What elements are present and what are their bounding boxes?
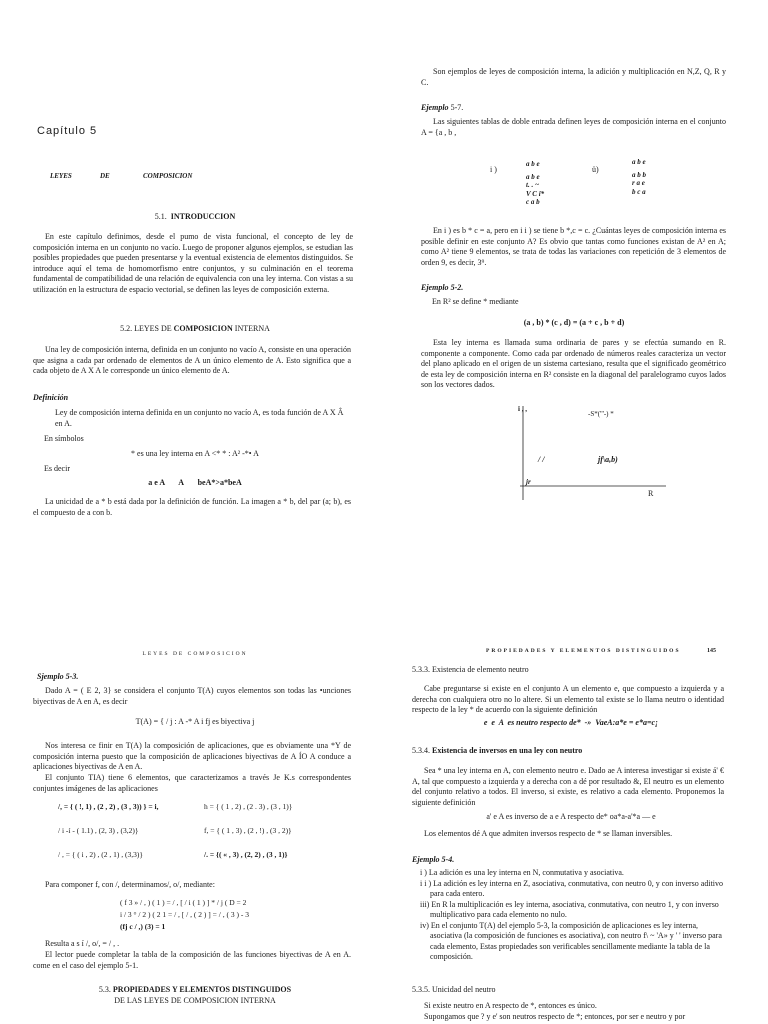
six-elements-paragraph: El conjunto TIA) tiene 6 elementos, que caracterizamos a través Je K.s correspondentes conjuntes imágenes de las aplicaciones [33,773,351,793]
intro-paragraph: En este capítulo definimos, desde el pumo de vista funcional, el concepto de ley de composición interna en un conjunto no vacío. Luego de proponer algunos ejemplos, se estudian las posibles propiedades que pueden presentarse y la eventual existencia de elementos distinguidos. Se introduce aquí el tema de homomorfismo entre conjuntos, y su culminación en el teorema fundamental de compatibilidad de una relación de equivalencia con una ley interna. Con vistas a su utilización en la estructura de espacio vectorial, se definen las leyes de composición externa. [33,232,353,294]
page-top-left: Capítulo 5 LEYES DE COMPOSICION 5.1. INTRODUCCION En este capítulo definimos, desde el pumo de vista funcional, el concepto de ley de composición interna en un conjunto no vacío. Luego de proponer algunos ejemplos, se estudian las posibles propiedades que pueden presentarse y la eventual existencia de elementos distinguidos. Se introduce aquí el tema de homomorfismo entre conjuntos, y su culminación en el teorema fundamental de compatibilidad de una relación de equivalencia con una ley interna. Con vistas a su utilización en la estructura de espacio vectorial, se definen las leyes de composición externa. 5.2. LEYES DE COMPOSICION INTERNA Una ley de composición interna, definida en un conjunto no vacío A, consiste en una operación que asigna a cada par ordenado de elementos de A un único elemento de A. Esto significa que a cada objeto de A X A le corresponde un único elemento de A. Definición Ley de composición interna definida en un conjunto no vacío A, es toda función de A X Â en A. En símbolos * es una ley interna en A <* * : A² -*• A Es decir a e A A beA*>a*beA La unicidad de a * b está dada por la definición de función. La imagen a * b, del par (a; b), es el compuesto de a con b. [30,0,360,520]
f-row-3-right: /. = {( « , 3) , (2, 2) , (3 , 1)} [204,850,288,859]
inverse-formula: a' e A es inverso de a e A respecto de* oa*a-a'*a — e [486,812,656,821]
figure-label-top-left: i , , [518,405,527,413]
composition-table-ii: a b e a b b r a e b c a [632,158,646,196]
section-5-3-5-title: 5.3.5. Unicidad del neutro [412,985,496,994]
running-header-left: LEYES DE COMPOSICION [142,651,248,657]
chapter-title: Capítulo 5 [37,125,98,137]
example-5-3-label: Sjemplo 5-3. [37,672,79,681]
example-5-2-text: En R² se define * mediante [432,297,519,306]
reader-paragraph: El lector puede completar la tabla de la composición de las funciones biyectivas de A en A. come en el caso del ejemplo 5-1. [33,950,351,970]
unique-neutral-paragraph: Si existe neutro en A respecto de *, entonces es único. [424,1001,597,1010]
composition-steps: ( f 3 » / , ) ( 1 ) = / , [ / i ( 1 ) ] * / j ( D = 2 i / 3 ° / 2 ) ( 2 1 = / , [ / , ( 2 ) ] = / , ( 3 ) - 3 (fj c / ,) (3) = 1 [120,898,249,931]
section-5-3-3-title: 5.3.3. Existencia de elemento neutro [412,665,529,674]
list-item: iv) En el conjunto T(A) del ejemplo 5-3, la composición de aplicaciones es ley interna, asociativa (la composición de funciones es asociativa), con neutro f\ ~ 'A» y ' ' inverso para cada elemento, Estas propiedades son verificables sencillamente mediante la tabla de la composición. [420,920,722,961]
f-row-2-right: f, = { ( 1 , 3) , (2 , !) , (3 , 2)} [204,826,292,835]
resulta-text: Resulta a s í /, o/, = / , . [45,939,120,948]
count-paragraph: En i ) es b * c = a, pero en i i ) se tiene b *,c = c. ¿Cuántas leyes de composición interna es posible definir en este conjunto A? Es obvio que tantas como funciones existan de A² en A; como A² tiene 9 elementos, se trata de todas las variaciones con repetición de 3 elementos de orden 9, es decir, 3⁹. [421,226,726,267]
unicidad-paragraph: La unicidad de a * b está dada por la definición de función. La imagen a * b, del par (a; b), es el compuesto de a con b. [33,497,351,517]
parallelogram-figure [488,400,668,500]
axes-svg [488,400,668,500]
running-header-right: PROPIEDADES Y ELEMENTOS DISTINGUIDOS [486,648,681,654]
example-5-7-label: Ejemplo 5-7. [421,103,464,112]
f-row-1-left: /, = { ( !, 1) , (2 , 2) , (3 , 3)) } = i, [58,802,159,811]
page-bottom-left [30,640,360,1024]
section-5-2-title: 5.2. LEYES DE COMPOSICION INTERNA [120,324,270,333]
page-number: 145 [707,648,716,654]
example-5-3-paragraph: Dado A = ( E 2, 3} se considera el conjunto T(A) cuyos elementos son todas las •unciones biyectivas de A en A, es decir [33,686,351,706]
symbol-formula: * es una ley interna en A <* * : A² -*• A [131,449,259,458]
neutral-paragraph: Cabe preguntarse si existe en el conjunto A un elemento e, que compuesto a izquierda y a derecha con cualquiera otro no lo altere. Si un elemento tal existe se lo llama neutro o identidad respecto de la ley * de acuerdo con la siguiente definición [412,684,724,714]
table-ii-label: ü) [592,165,599,174]
pair-sum-formula: (a , b) * (c , d) = (a + c , b + d) [523,318,625,327]
section-5-3-4-title: 5.3.4. Existencia de inversos en una ley con neutro [412,746,583,755]
section-5-3-title: 5.3. PROPIEDADES Y ELEMENTOS DISTINGUIDOS DE LAS LEYES DE COMPOSICION INTERNA [98,985,292,1005]
examples-paragraph: Son ejemplos de leyes de composición interna, la adición y multiplicación en N,Z, Q, R y C. [421,67,726,87]
pair-sum-paragraph: Esta ley interna es llamada suma ordinaria de pares y se efectúa sumando en R. componente a componente. Como cada par ordenado de números reales caracteriza un vector del plano aplicado en el origen de un sistema cartesiano, resulta que el significado geométrico de esta ley de composición interna en R² consiste en la diagonal del paralelogramo cuyos lados son los vectores dados. [421,338,726,389]
suppose-paragraph: Supongamos que ? y e' son neutros respecto de *; entonces, por ser e neutro y por [424,1012,686,1021]
list-item: iii) En R la multiplicación es ley interna, asociativa, conmutativa, con neutro 1, y con inverso multiplicativo para cada elemento no nulo. [420,899,719,919]
f-row-3-left: / , = { ( i , 2) , (2 , 1) , (3,3)} [58,850,143,859]
bijection-set-formula: T(A) = { / j : A -* A i fj es biyectiva j [135,717,255,726]
example-5-4-list [420,868,724,963]
section-5-1-title: 5.1. INTRODUCCION [154,212,236,221]
figure-axis-label: R [648,489,654,498]
figure-label-top-right: -S*('''-) * [588,410,614,418]
example-5-2-label: Ejemplo 5-2. [421,283,464,292]
tables-intro: Las siguientes tablas de doble entrada definen leyes de composición interna en el conjunto A = {a , b , [421,117,726,137]
composition-table-i: a b e a b e t. . ~ V C i* c a b [526,160,545,206]
table-i-label: i ) [490,165,497,174]
example-5-4-label: Ejemplo 5-4. [412,855,455,864]
composition-paragraph: Nos interesa ce finir en T(A) la composición de aplicaciones, que es obviamente una *Y de composición interna puesto que la composición de aplicaciones biyectivas de A ÍO A conduce a aplicaciones biyectivas de A en A. [33,741,351,771]
inverse-paragraph: Sea * una ley interna en A, con elemento neutro e. Dado ae A interesa investigar si existe á' € A, tal que compuesto a izquierda y a derecha con a dé por resultado &, El neutro es un elemento del conjunto relativo a todos. El inverso, si existe, es relativo a cada elemento. Proponemos la siguiente definición [412,766,724,807]
definition-text: Ley de composición interna definida en un conjunto no vacío A, es toda función de A X Â en A. [55,408,344,428]
page-top-right [418,0,730,520]
page-bottom-right [412,640,730,1024]
section-5-2-paragraph: Una ley de composición interna, definida en un conjunto no vacío A, consiste en una operación que asigna a cada par ordenado de elementos de A un único elemento de A. Esto significa que a cada objeto de A X A le corresponde un único elemento de A. [33,345,351,375]
figure-label-mid-right: jf\a,b) [598,455,618,464]
decir-formula: a e A A beA*>a*beA [148,478,242,487]
esdecir-label: Es decir [44,464,70,473]
figure-label-mid-left: / / [538,455,545,464]
componer-text: Para componer f, con /, determinamos/, o/, mediante: [45,880,215,889]
simbolos-label: En símbolos [44,434,84,443]
definition-label: Definición [33,393,69,402]
neutral-formula: e e A es neutro respecto de* -» VaeA:a*e = e*a=c¡ [483,718,659,727]
f-row-1-right: h = { ( 1 , 2) , (2 . 3) , (3 , 1)} [204,802,293,811]
invertible-paragraph: Los elementos dé A que admiten inversos respecto de * se llaman inversibles. [424,829,673,838]
figure-origin-label: jr [526,478,531,486]
list-item: i ) La adición es una ley interna en N, conmutativa y asociativa. [420,868,624,877]
list-item: i i ) La adición es ley interna en Z, asociativa, conmutativa, con neutro 0, y con inverso aditivo para cada entero. [420,878,724,898]
f-row-2-left: / i -í - ( 1.1) , (2, 3) , (3,2)} [58,826,139,835]
